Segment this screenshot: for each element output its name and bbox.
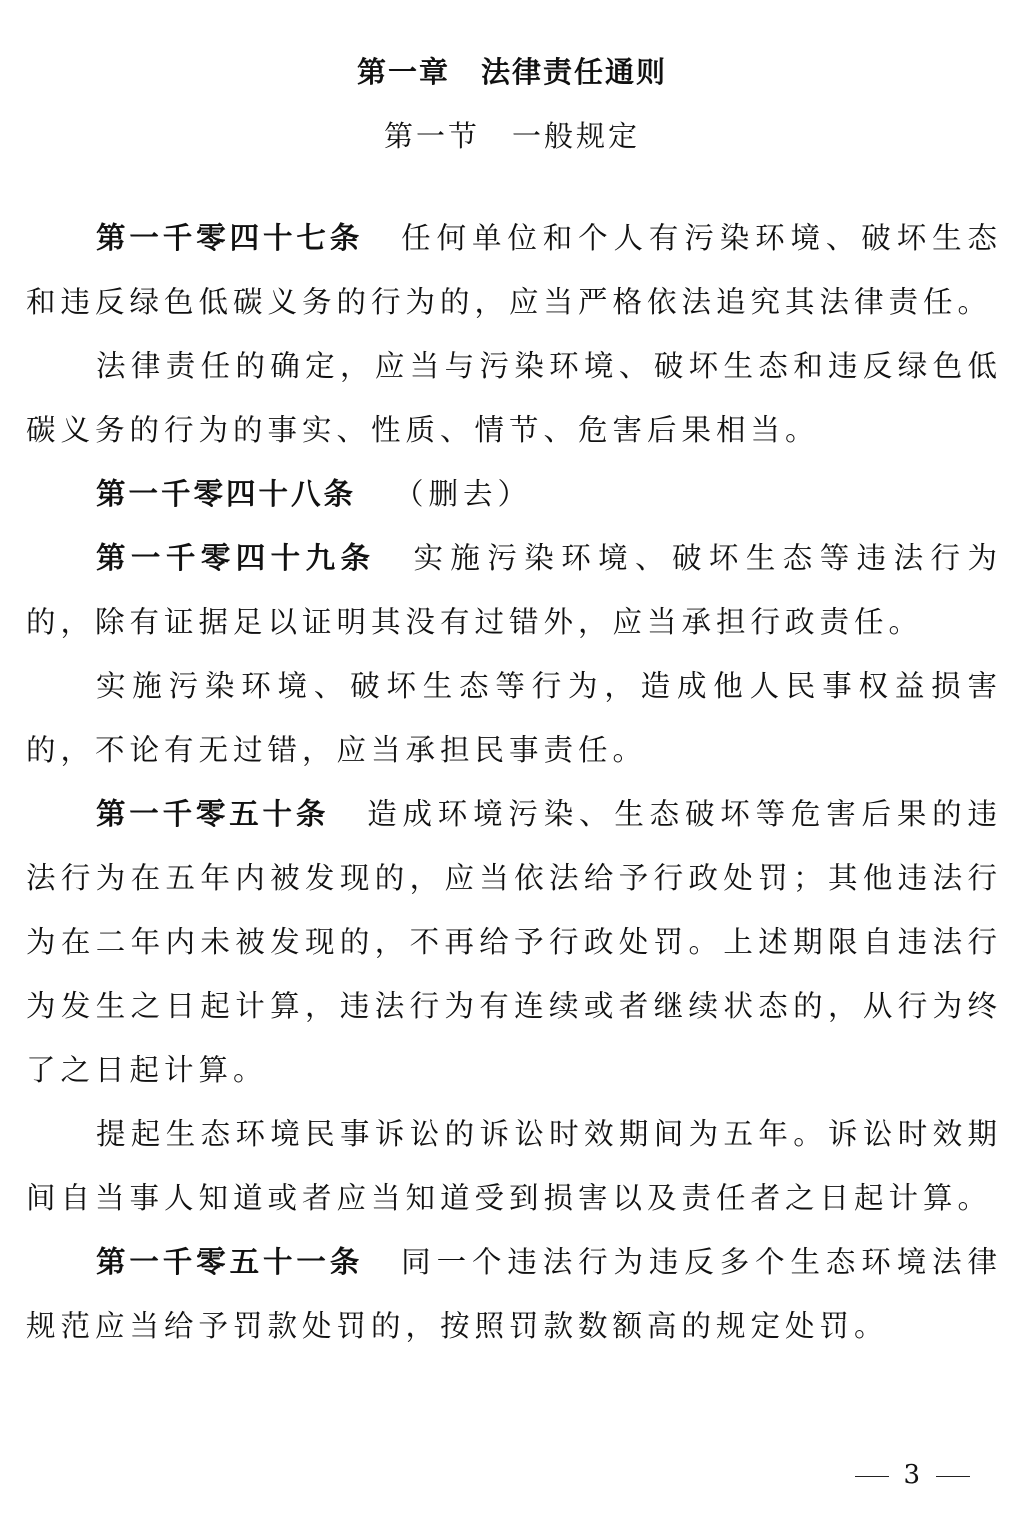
article-1049-paragraph-2 xyxy=(26,654,1002,782)
page-number: 3 xyxy=(903,1460,922,1490)
article-1049-paragraph-1 xyxy=(26,526,1002,654)
article-1047-paragraph-1 xyxy=(26,206,1002,334)
article-number-1051: 第一千零五十一条 xyxy=(96,1245,364,1279)
article-1051-text-1: 同一个违法行为违反多个生态环境法律规范应当给予罚款处罚的，按照罚款数额高的规定处罚。 xyxy=(26,1245,1002,1343)
article-1049-text-2: 实施污染环境、破坏生态等行为，造成他人民事权益损害的，不论有无过错，应当承担民事责任。 xyxy=(26,669,1002,767)
article-1047-text-1: 任何单位和个人有污染环境、破坏生态和违反绿色低碳义务的行为的，应当严格依法追究其法律责任。 xyxy=(26,221,1002,319)
article-1050-paragraph-1 xyxy=(26,782,1002,1102)
section-title: 第一节 一般规定 xyxy=(383,119,640,153)
page-number-group xyxy=(841,1455,984,1495)
article-1050-text-2: 提起生态环境民事诉讼的诉讼时效期间为五年。诉讼时效期间自当事人知道或者应当知道受到损害以及责任者之日起计算。 xyxy=(26,1117,1002,1215)
article-1049-text-1: 实施污染环境、破坏生态等违法行为的，除有证据足以证明其没有过错外，应当承担行政责任。 xyxy=(26,541,1002,639)
article-number-1050: 第一千零五十条 xyxy=(96,797,330,831)
document-body xyxy=(26,206,1002,1358)
article-1050-text-1: 造成环境污染、生态破坏等危害后果的违法行为在五年内被发现的，应当依法给予行政处罚；其他违法行为在二年内未被发现的，不再给予行政处罚。上述期限自违法行为发生之日起计算，违法行为有连续或者继续状态的，从行为终了之日起计算。 xyxy=(26,797,1002,1087)
left-dash xyxy=(855,1476,889,1477)
article-1050-paragraph-2 xyxy=(26,1102,1002,1230)
article-number-1047: 第一千零四十七条 xyxy=(96,221,364,255)
article-1047-text-2: 法律责任的确定，应当与污染环境、破坏生态和违反绿色低碳义务的行为的事实、性质、情节、危害后果相当。 xyxy=(26,349,1002,447)
article-1051-paragraph-1 xyxy=(26,1230,1002,1358)
article-number-1048: 第一千零四十八条 xyxy=(96,477,357,511)
article-1047-paragraph-2 xyxy=(26,334,1002,462)
chapter-title: 第一章 法律责任通则 xyxy=(356,55,667,89)
article-1048-deleted-note: （删去） xyxy=(394,477,533,511)
article-1048-paragraph-1 xyxy=(26,462,1002,526)
article-number-1049: 第一千零四十九条 xyxy=(96,541,376,575)
right-dash xyxy=(936,1476,970,1477)
